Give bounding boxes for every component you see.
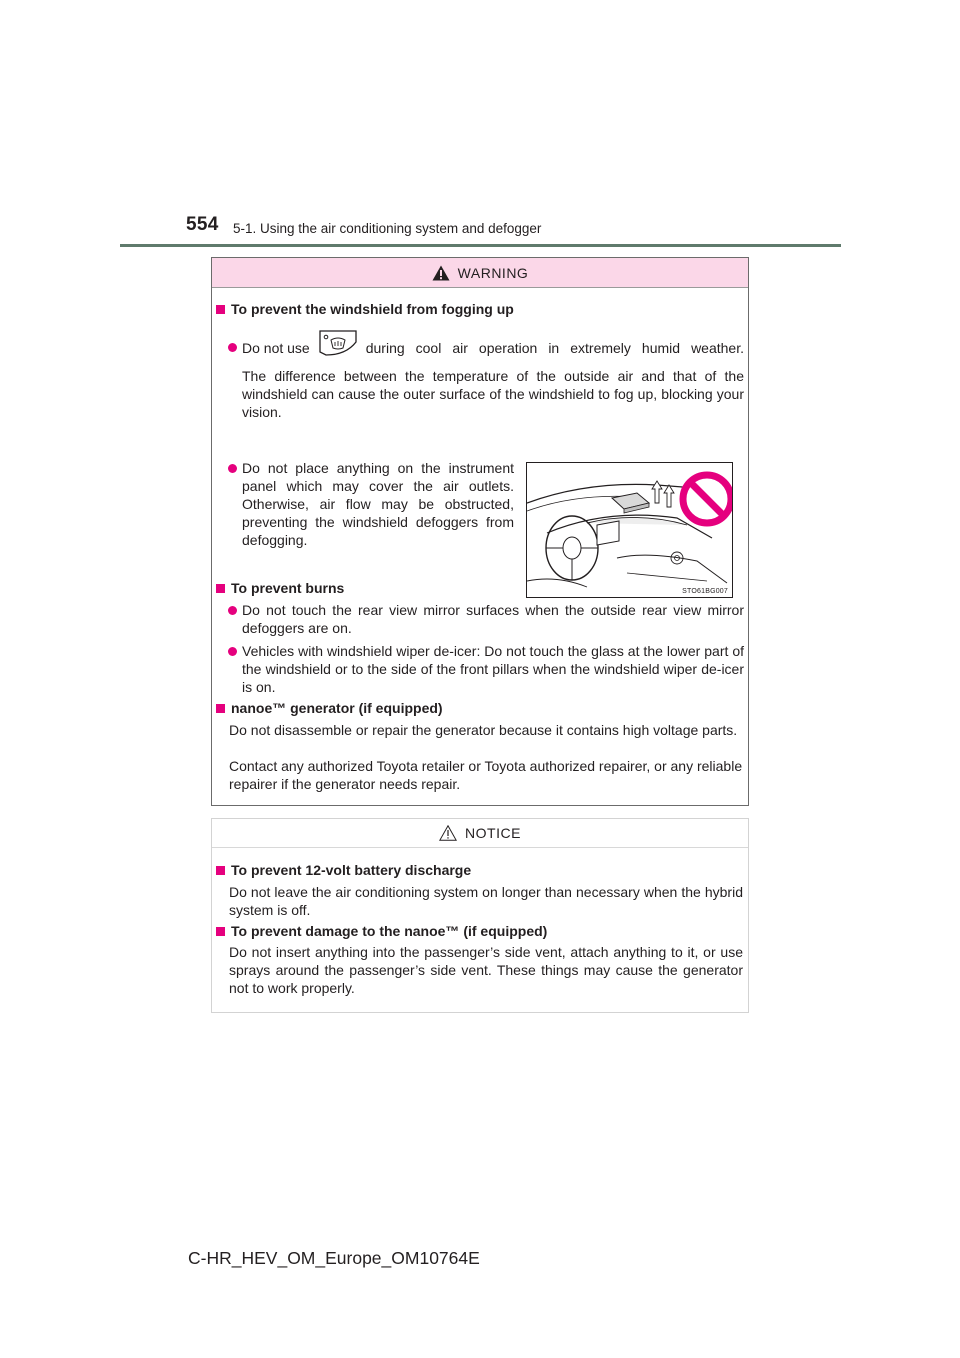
footer-doc-id: C-HR_HEV_OM_Europe_OM10764E (188, 1248, 480, 1268)
heading-windshield-text: To prevent the windshield from fogging up (231, 301, 514, 317)
heading-nanoe (216, 700, 443, 716)
heading-square-icon (216, 927, 225, 936)
heading-nanoe-damage (216, 923, 547, 939)
heading-square-icon (216, 305, 225, 314)
bullet-dot-icon (228, 464, 237, 473)
heading-windshield (216, 301, 514, 317)
heading-square-icon (216, 584, 225, 593)
heading-battery-text: To prevent 12-volt battery discharge (231, 862, 472, 878)
nanoe-damage-text: Do not insert anything into the passenger’s side vent, attach anything to it, or use sprays around the passenger’s side vent. These things may cause the generator not to work properly. (229, 944, 743, 996)
heading-burns (216, 580, 344, 596)
nanoe-text-2: Contact any authorized Toyota retailer or Toyota authorized repairer, or any reliable repairer if the generator needs repair. (229, 758, 743, 792)
notice-header (212, 819, 748, 848)
section-title: 5-1. Using the air conditioning system and defogger (233, 221, 542, 236)
warning-title: WARNING (457, 264, 529, 281)
dashboard-illustration (526, 462, 733, 598)
dashboard-drawing (527, 463, 733, 598)
bullet-dot-icon (228, 343, 237, 352)
heading-square-icon (216, 704, 225, 713)
page-number: 554 (186, 214, 219, 235)
bullet-do-not-use-rest: during cool air operation in extremely humid weather. (365, 340, 744, 356)
bullet-do-not-use (242, 338, 744, 360)
bullet-do-not-use-text: Do not use (242, 340, 310, 356)
warning-triangle-icon (432, 265, 450, 281)
notice-title: NOTICE (465, 825, 521, 841)
heading-battery (216, 862, 471, 878)
heading-square-icon (216, 866, 225, 875)
instrument-panel-bullet: Do not place anything on the instrument panel which may cover the air outlets. Otherwise, air flow may be obstructed, preventing the windshield defoggers from defogging. (242, 460, 514, 548)
header-rule (120, 244, 841, 247)
warning-header (212, 258, 748, 288)
heading-nanoe-damage-text: To prevent damage to the nanoe™ (if equipped) (231, 923, 548, 939)
notice-box (211, 818, 749, 1013)
mirror-bullet: Do not touch the rear view mirror surfaces when the outside rear view mirror defoggers are on. (242, 602, 744, 636)
heading-nanoe-text: nanoe™ generator (if equipped) (231, 700, 443, 716)
warning-box (211, 257, 749, 806)
nanoe-text-1: Do not disassemble or repair the generator because it contains high voltage parts. (229, 722, 738, 738)
battery-text: Do not leave the air conditioning system on longer than necessary when the hybrid system is off. (229, 884, 743, 918)
heading-burns-text: To prevent burns (231, 580, 345, 596)
windshield-defogger-button-icon (316, 328, 360, 358)
bullet-dot-icon (228, 606, 237, 615)
illustration-code: STO61BG007 (682, 588, 728, 595)
bullet-dot-icon (228, 647, 237, 656)
deicer-bullet: Vehicles with windshield wiper de-icer: Do not touch the glass at the lower part of the windshield or to the side of the front pillars when the windshield wiper de-icer is on. (242, 643, 744, 695)
windshield-detail: The difference between the temperature of the outside air and that of the windshield can cause the outer surface of the windshield to fog up, blocking your vision. (242, 368, 744, 420)
notice-triangle-icon (439, 825, 457, 841)
